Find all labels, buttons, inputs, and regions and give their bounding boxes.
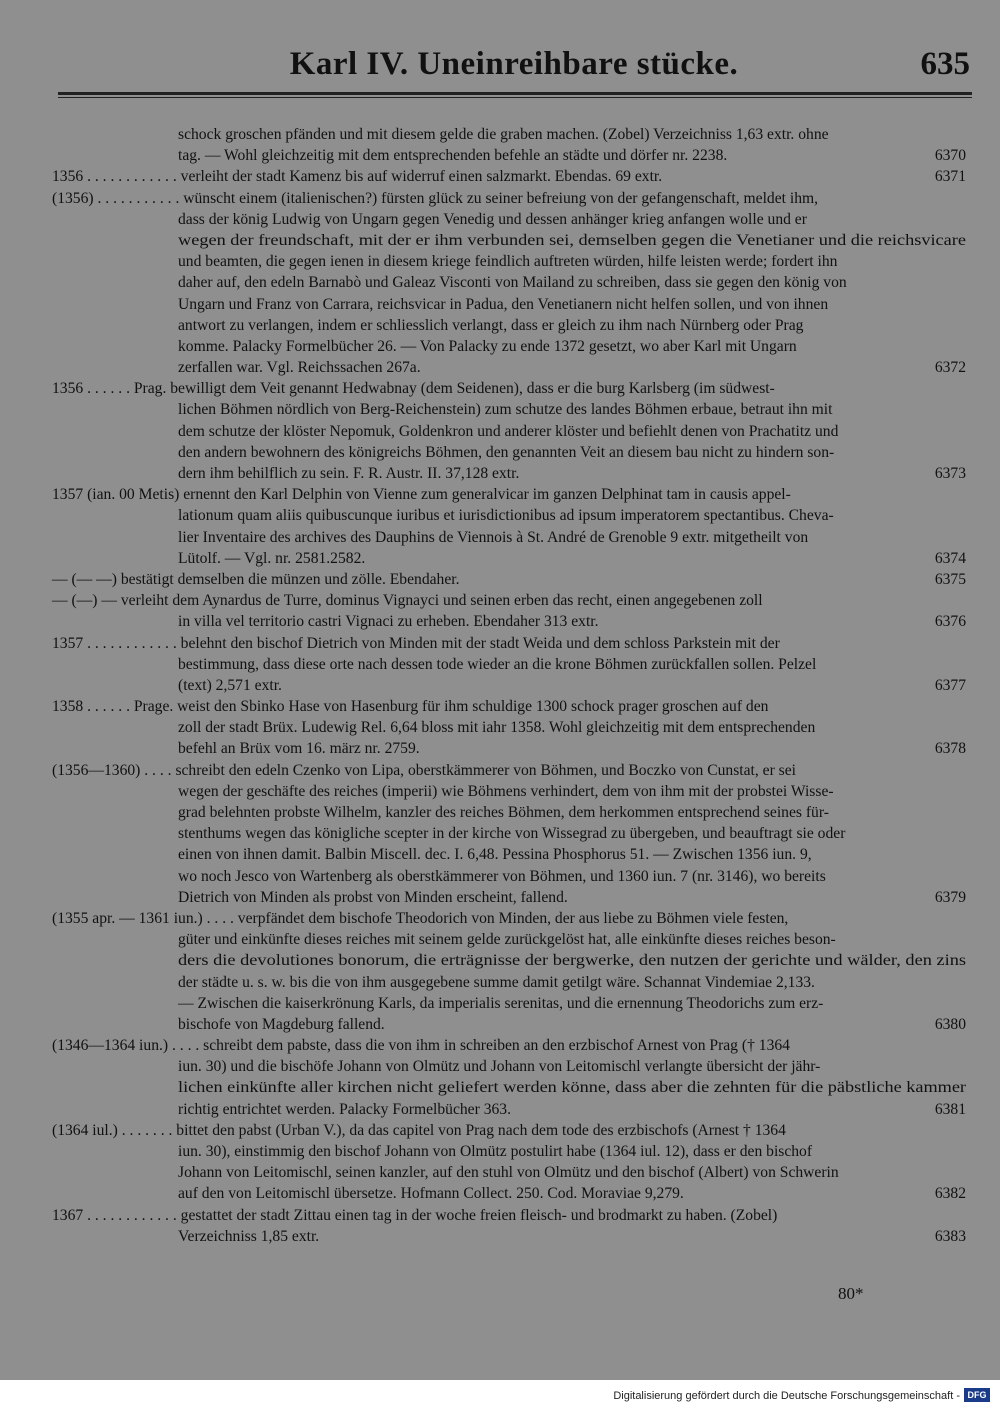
regest-number: 6377 [934, 676, 966, 694]
regest-entry [52, 484, 972, 569]
line-text: grad belehnten probste Wilhelm, kanzler des reiches Böhmen, dem herkommen entsprechend seines für- [178, 804, 829, 821]
regest-number: 6376 [934, 613, 966, 631]
entry-line [52, 590, 972, 611]
entry-line [52, 272, 972, 293]
line-text: 1367 . . . . . . . . . . . . gestattet der stadt Zittau einen tag in der woche freien fleisch- und brodmarkt zu haben. (Zobel) [52, 1206, 778, 1224]
regest-entry [52, 166, 972, 187]
entry-line [52, 251, 972, 272]
running-title: Karl IV. Uneinreihbare stücke. [289, 46, 739, 82]
entry-line [52, 421, 972, 442]
regest-number: 6378 [934, 740, 966, 758]
line-text: Ungarn und Franz von Carrara, reichsvicar in Padua, den Venetianern nicht helfen sollen, und von ihnen [178, 295, 829, 313]
line-text: 1358 . . . . . . Prage. weist den Sbinko Hase von Hasenburg für ihm schuldige 1300 schock prager groschen auf den [52, 698, 769, 716]
entry-line [52, 844, 972, 865]
line-text: — Zwischen die kaiserkrönung Karls, da imperialis serenitas, und die ernennung Theodorichs zum erz- [178, 994, 824, 1012]
regest-entry [52, 1120, 972, 1205]
entry-line [52, 823, 972, 844]
header-rule-thick [58, 92, 972, 95]
line-text: (text) 2,571 extr. [178, 676, 282, 694]
line-text: 1356 . . . . . . . . . . . . verleiht der stadt Kamenz bis auf widerruf einen salzmarkt. Ebendas. 69 extr. [52, 168, 663, 186]
entry-line [52, 484, 972, 505]
entry-line [52, 505, 972, 526]
line-text: (1356—1360) . . . . schreibt den edeln Czenko von Lipa, oberstkämmerer von Böhmen, und Boczko von Cunstat, er sei [52, 761, 797, 779]
line-text: lichen einkünfte aller kirchen nicht geliefert werden könne, dass aber die zehnten für die päbstliche kammer [178, 1079, 966, 1097]
regest-entry [52, 569, 972, 590]
entry-line [52, 1120, 972, 1141]
line-text: in villa vel territorio castri Vignaci zu erheben. Ebendaher 313 extr. [178, 613, 599, 631]
entry-line [52, 950, 972, 971]
line-text: antwort zu verlangen, indem er schliesslich verlangt, dass er gleich zu ihm nach Nürnberg oder Prag [178, 316, 804, 334]
regest-number: 6383 [934, 1227, 966, 1245]
line-text: bestimmung, dass diese orte nach dessen tode wieder an die krone Böhmen zurückfallen sollen. Pelzel [178, 655, 817, 673]
line-text: lationum quam aliis quibuscunque iuribus et iurisdictionibus ad ipsum imperatorem spectantibus. Cheva- [178, 507, 834, 525]
header-rule-thin [58, 97, 972, 98]
entry-line [52, 887, 972, 908]
entry-line [52, 1141, 972, 1162]
regest-entry [52, 908, 972, 1035]
line-text: wegen der geschäfte des reiches (imperii) wie Böhmens verhindert, dem von ihm mit der probstei Wisse- [178, 782, 834, 800]
line-text: dass der könig Ludwig von Ungarn gegen Venedig und dessen anhänger krieg anfangen wolle und er [178, 210, 807, 228]
line-text: (1355 apr. — 1361 iun.) . . . . verpfändet dem bischofe Theodorich von Minden, der aus liebe zu Böhmen viele festen, [52, 909, 789, 927]
line-text: 1357 . . . . . . . . . . . . belehnt den bischof Dietrich von Minden mit der stadt Weida und dem schloss Parkstein mit der [52, 634, 780, 652]
line-text: Verzeichniss 1,85 extr. [178, 1227, 320, 1245]
entry-line [52, 548, 972, 569]
dfg-logo: DFG [964, 1388, 990, 1402]
regest-number: 6375 [934, 570, 966, 588]
entry-line [52, 336, 972, 357]
entry-line [52, 633, 972, 654]
regest-number: 6381 [934, 1100, 966, 1118]
line-text: stenthums wegen das königliche scepter in der kirche von Wissegrad zu übergeben, und beauftragt sie oder [178, 825, 846, 843]
regest-number: 6370 [934, 147, 966, 165]
signature-mark: 80* [838, 1284, 864, 1303]
entry-line [52, 1035, 972, 1056]
line-text: und beamten, die gegen ienen in diesem kriege feindlich auftreten würden, hilfe leisten werde; fordert ihn [178, 253, 838, 271]
line-text: iun. 30), einstimmig den bischof Johann von Olmütz postulirt habe (1364 iul. 12), dass er den bischof [178, 1143, 813, 1160]
entry-line [52, 442, 972, 463]
entry-line [52, 1014, 972, 1035]
entry-line [52, 1226, 972, 1247]
entry-line [52, 929, 972, 950]
regest-entry [52, 1205, 972, 1247]
regest-entry [52, 590, 972, 632]
line-text: komme. Palacky Formelbücher 26. — Von Palacky zu ende 1372 gesetzt, wo aber Karl mit Ungarn [178, 337, 797, 355]
regesta-list [52, 124, 972, 1247]
line-text: richtig entrichtet werden. Palacky Formelbücher 363. [178, 1100, 511, 1118]
entry-line [52, 124, 972, 145]
entry-line [52, 696, 972, 717]
regest-number: 6373 [934, 465, 966, 482]
regest-number: 6371 [934, 168, 966, 186]
page-header [58, 40, 970, 86]
line-text: tag. — Wohl gleichzeitig mit dem entsprechenden befehle an städte und dörfer nr. 2238. [178, 147, 728, 165]
line-text: schock groschen pfänden und mit diesem gelde die graben machen. (Zobel) Verzeichniss 1,63 extr. ohne [178, 126, 829, 143]
line-text: — (— —) bestätigt demselben die münzen und zölle. Ebendaher. [52, 570, 460, 588]
entry-line [52, 378, 972, 399]
entry-line [52, 1162, 972, 1183]
entry-line [52, 1099, 972, 1120]
line-text: daher auf, den edeln Barnabò und Galeaz Visconti von Mailand zu schreiben, dass sie gegen den könig von [178, 274, 847, 292]
entry-line [52, 866, 972, 887]
line-text: iun. 30) und die bischöfe Johann von Olmütz und Johann von Leitomischl verlangte übersicht der jähr- [178, 1058, 821, 1076]
line-text: dem schutze der klöster Nepomuk, Goldenkron und anderer klöster und befiehlt denen von Prachatitz und [178, 422, 839, 440]
entry-line [52, 315, 972, 336]
line-text: (1364 iul.) . . . . . . . bittet den pabst (Urban V.), da das capitel von Prag nach dem tode des erzbischofs (Arnest † 1364 [52, 1121, 786, 1139]
regest-number: 6374 [934, 549, 966, 567]
line-text: — (—) — verleiht dem Aynardus de Turre, dominus Vignayci und seinen erben das recht, einen angegebenen zoll [52, 592, 763, 610]
line-text: Dietrich von Minden als probst von Minden erscheint, fallend. [178, 888, 568, 906]
line-text: zerfallen war. Vgl. Reichssachen 267a. [178, 359, 421, 377]
line-text: den andern bewohnern des königreichs Böhmen, den genannten Veit an diesem bau nicht zu hindern son- [178, 443, 835, 461]
line-text: 1357 (ian. 00 Metis) ernennt den Karl Delphin von Vienne zum generalvicar im ganzen Delphinat tam in causis appel- [52, 486, 791, 504]
entry-line [52, 760, 972, 781]
regest-number: 6382 [934, 1185, 966, 1203]
line-text: dern ihm behilflich zu sein. F. R. Austr. II. 37,128 extr. [178, 465, 520, 482]
entry-line [52, 972, 972, 993]
funding-credit: Digitalisierung gefördert durch die Deutsche Forschungsgemeinschaft - [613, 1390, 960, 1402]
line-text: der städte u. s. w. bis die von ihm ausgegebene summe damit getilgt wäre. Schannat Vindemiae 2,133. [178, 973, 815, 991]
line-text: 1356 . . . . . . Prag. bewilligt dem Veit genannt Hedwabnay (dem Seidenen), dass er die burg Karlsberg (im südwest- [52, 380, 775, 398]
entry-line [52, 781, 972, 802]
line-text: wegen der freundschaft, mit der er ihm verbunden sei, demselben gegen die Venetianer und die reichsvicare [178, 231, 966, 249]
entry-line [52, 738, 972, 759]
entry-line [52, 166, 972, 187]
entry-line [52, 145, 972, 166]
line-text: befehl an Brüx vom 16. märz nr. 2759. [178, 740, 420, 758]
line-text: lier Inventaire des archives des Dauphins de Viennois à St. André de Grenoble 9 extr. mitgetheilt von [178, 528, 809, 546]
entry-line [52, 357, 972, 378]
line-text: ders die devolutiones bonorum, die erträgnisse der bergwerke, den nutzen der gerichte und wälder, den zins [178, 952, 966, 970]
line-text: Johann von Leitomischl, seinen kanzler, auf den stuhl von Olmütz und den bischof (Albert) von Schwerin [178, 1164, 839, 1182]
line-text: auf den von Leitomischl übersetze. Hofmann Collect. 250. Cod. Moraviae 9,279. [178, 1185, 684, 1203]
entry-line [52, 188, 972, 209]
entry-line [52, 802, 972, 823]
regest-entry [52, 696, 972, 760]
regest-entry [52, 760, 972, 908]
entry-line [52, 399, 972, 420]
entry-line [52, 654, 972, 675]
entry-line [52, 1077, 972, 1098]
entry-line [52, 611, 972, 632]
entry-line [52, 209, 972, 230]
entry-line [52, 569, 972, 590]
line-text: (1356) . . . . . . . . . . . wünscht einem (italienischen?) fürsten glück zu seiner befreiung von der gefangenschaft, meldet ihm, [52, 189, 819, 207]
entry-line [52, 717, 972, 738]
entry-line [52, 527, 972, 548]
regest-number: 6379 [934, 888, 966, 906]
entry-line [52, 993, 972, 1014]
entry-line [52, 463, 972, 484]
regest-entry [52, 124, 972, 166]
line-text: bischofe von Magdeburg fallend. [178, 1015, 385, 1033]
line-text: (1346—1364 iun.) . . . . schreibt dem pabste, dass die von ihm in schreiben an den erzbischof Arnest von Prag († 1364 [52, 1037, 790, 1055]
entry-line [52, 1205, 972, 1226]
regest-number: 6380 [934, 1015, 966, 1033]
line-text: wo noch Jesco von Wartenberg als oberstkämmerer von Böhmen, und 1360 iun. 7 (nr. 3146), wo bereits [178, 867, 826, 885]
line-text: einen von ihnen damit. Balbin Miscell. dec. I. 6,48. Pessina Phosphorus 51. — Zwischen 1356 iun. 9, [178, 846, 812, 864]
regest-number: 6372 [934, 359, 966, 377]
regest-entry [52, 633, 972, 697]
page-number: 635 [920, 46, 970, 82]
entry-line [52, 1183, 972, 1204]
regest-entry [52, 1035, 972, 1120]
entry-line [52, 230, 972, 251]
line-text: lichen Böhmen nördlich von Berg-Reichenstein) zum schutze des landes Böhmen erbaue, betraut ihn mit [178, 401, 833, 419]
entry-line [52, 1056, 972, 1077]
entry-line [52, 908, 972, 929]
entry-line [52, 675, 972, 696]
entry-line [52, 294, 972, 315]
regest-entry [52, 378, 972, 484]
line-text: zoll der stadt Brüx. Ludewig Rel. 6,64 bloss mit iahr 1358. Wohl gleichzeitig mit dem entsprechenden [178, 719, 816, 737]
line-text: Lütolf. — Vgl. nr. 2581.2582. [178, 549, 366, 567]
line-text: güter und einkünfte dieses reiches mit seinem gelde zurückgelöst hat, alle einkünfte dieses reiches beson- [178, 931, 836, 949]
regest-entry [52, 188, 972, 379]
